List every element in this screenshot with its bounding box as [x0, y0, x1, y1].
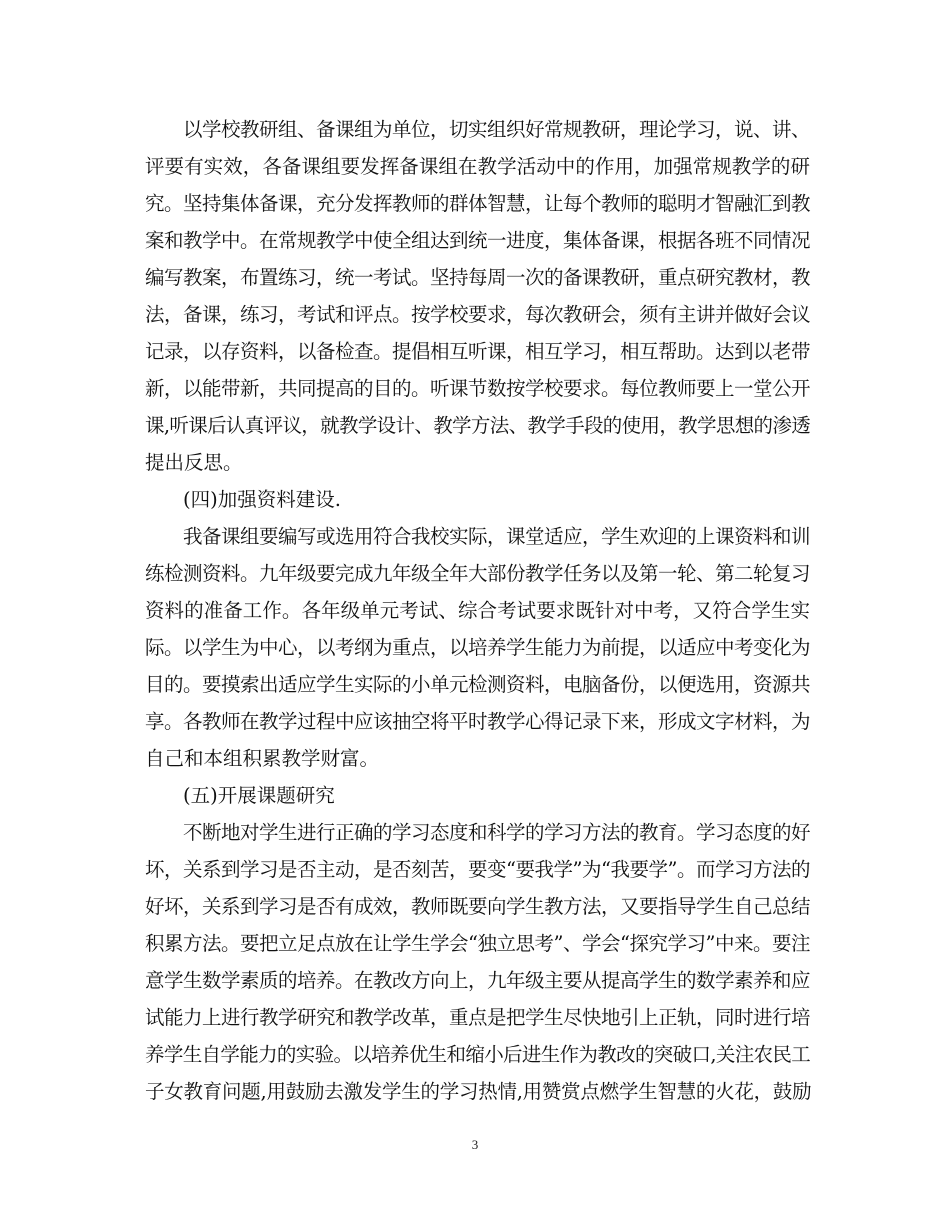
- paragraph-1-line-9: 课,听课后认真评议，就教学设计、教学方法、教学手段的使用，教学思想的渗透: [145, 414, 810, 437]
- section-heading-5: (五)开展课题研究: [183, 784, 335, 807]
- paragraph-5-line-8: 子女教育问题,用鼓励去激发学生的学习热情,用赞赏点燃学生智慧的火花，鼓励: [145, 1080, 812, 1103]
- paragraph-1-line-2: 评要有实效，各备课组要发挥备课组在教学活动中的作用，加强常规教学的研: [145, 155, 810, 178]
- paragraph-1-line-3: 究。坚持集体备课，充分发挥教师的群体智慧，让每个教师的聪明才智融汇到教: [145, 192, 811, 215]
- paragraph-5-line-4: 积累方法。要把立足点放在让学生学会“独立思考”、学会“探究学习”中来。要注: [145, 932, 810, 955]
- paragraph-1-line-7: 记录，以存资料，以备检查。提倡相互听课，相互学习，相互帮助。达到以老带: [145, 340, 811, 363]
- paragraph-1-line-4: 案和教学中。在常规教学中使全组达到统一进度，集体备课，根据各班不同情况: [145, 229, 811, 252]
- paragraph-5-line-2: 坏，关系到学习是否主动，是否刻苦，要变“要我学”为“我要学”。而学习方法的: [145, 858, 810, 881]
- paragraph-3-line-3: 资料的准备工作。各年级单元考试、综合考试要求既针对中考，又符合学生实: [145, 599, 810, 622]
- paragraph-5-line-1: 不断地对学生进行正确的学习态度和科学的学习方法的教育。学习态度的好: [183, 821, 811, 844]
- paragraph-1-line-6: 法，备课，练习，考试和评点。按学校要求，每次教研会，须有主讲并做好会议: [145, 303, 811, 326]
- paragraph-3-line-6: 享。各教师在教学过程中应该抽空将平时教学心得记录下来，形成文字材料，为: [145, 710, 811, 733]
- paragraph-5-line-5: 意学生数学素质的培养。在教改方向上，九年级主要从提高学生的数学素养和应: [145, 969, 811, 992]
- paragraph-5-line-3: 好坏，关系到学习是否有成效，教师既要向学生教方法，又要指导学生自己总结: [145, 895, 811, 918]
- paragraph-1-line-1: 以学校教研组、备课组为单位，切实组织好常规教研，理论学习，说、讲、: [183, 118, 811, 141]
- section-heading-4: (四)加强资料建设.: [183, 488, 341, 511]
- paragraph-3-line-1: 我备课组要编写或选用符合我校实际，课堂适应，学生欢迎的上课资料和训: [183, 525, 811, 548]
- paragraph-1-line-10: 提出反思。: [145, 451, 243, 474]
- page-number: 3: [471, 1137, 479, 1152]
- paragraph-1-line-8: 新，以能带新，共同提高的目的。听课节数按学校要求。每位教师要上一堂公开: [145, 377, 811, 400]
- paragraph-3-line-5: 目的。要摸索出适应学生实际的小单元检测资料，电脑备份，以便选用，资源共: [145, 673, 811, 696]
- paragraph-3-line-7: 自己和本组积累教学财富。: [145, 747, 380, 770]
- paragraph-3-line-2: 练检测资料。九年级要完成九年级全年大部份教学任务以及第一轮、第二轮复习: [145, 562, 811, 585]
- paragraph-3-line-4: 际。以学生为中心，以考纲为重点，以培养学生能力为前提，以适应中考变化为: [145, 636, 811, 659]
- paragraph-5-line-6: 试能力上进行教学研究和教学改革，重点是把学生尽快地引上正轨，同时进行培: [145, 1006, 811, 1029]
- paragraph-1-line-5: 编写教案，布置练习，统一考试。坚持每周一次的备课教研，重点研究教材，教: [145, 266, 811, 289]
- paragraph-5-line-7: 养学生自学能力的实验。以培养优生和缩小后进生作为教改的突破口,关注农民工: [145, 1043, 810, 1066]
